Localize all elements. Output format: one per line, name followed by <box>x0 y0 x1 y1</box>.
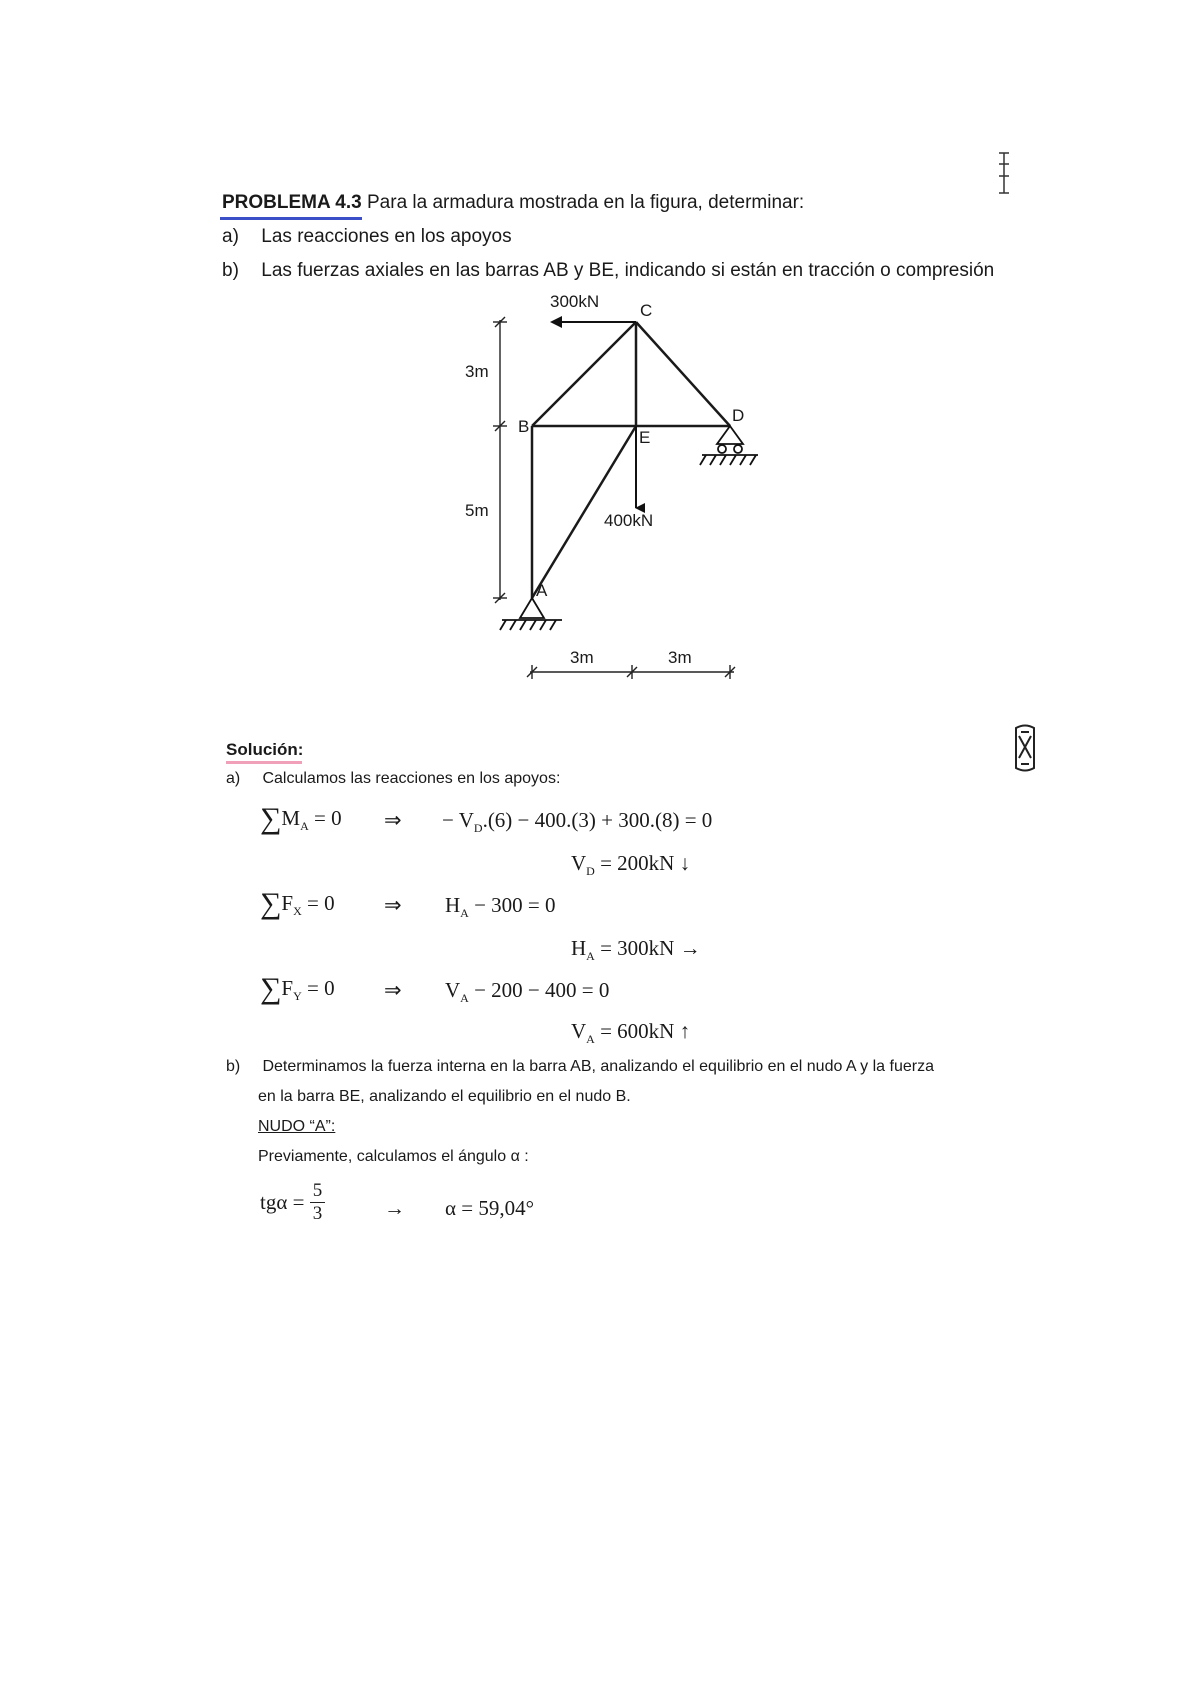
horizontal-dimension <box>527 665 735 679</box>
eq2-lhs: $\sum F_X = 0$ <box>260 887 335 920</box>
item-b <box>222 260 994 282</box>
eq3-lhs: $\sum F_Y = 0$ <box>260 972 335 1005</box>
load-300-label: 300kN <box>550 292 600 311</box>
support-a-icon <box>500 598 562 630</box>
node-label-a: A <box>536 581 548 600</box>
problem-label-underline <box>220 217 362 220</box>
bar-cd <box>636 322 730 426</box>
load-400-label: 400kN <box>604 511 654 530</box>
solution-title: Solución: <box>226 740 304 759</box>
part-a-text: Calculamos las reacciones en los apoyos: <box>262 770 561 787</box>
part-b-line2: en la barra BE, analizando el equilibrio en el nudo B. <box>258 1088 631 1105</box>
eq2-rhs: $H_A - 300 = 0$ <box>445 893 556 921</box>
eq3-rhs: $V_A - 200 - 400 = 0$ <box>445 978 610 1006</box>
seal-icon <box>1012 722 1038 774</box>
tan-arrow: → <box>384 1196 405 1220</box>
item-a-marker: a) <box>222 226 239 247</box>
bar-bc <box>532 322 636 426</box>
alpha-result: α = 59,04° <box>445 1196 534 1220</box>
part-b-marker: b) <box>226 1058 241 1075</box>
truss-members <box>532 322 730 598</box>
node-label-c: C <box>640 301 653 320</box>
dim-bottom-height: 5m <box>465 501 489 520</box>
node-label-d: D <box>732 406 745 425</box>
corner-stamp-top <box>996 150 1012 196</box>
item-a <box>222 226 512 248</box>
truss-figure <box>440 280 780 680</box>
solution-title-underline <box>226 761 302 764</box>
part-b-line1: b) Determinamos la fuerza interna en la barra AB, analizando el equilibrio en el nudo A y la fuerza <box>226 1058 934 1075</box>
problem-text: Para la armadura mostrada en la figura, determinar: <box>367 192 805 213</box>
angle-intro: Previamente, calculamos el ángulo α : <box>258 1148 529 1165</box>
part-a <box>226 770 560 788</box>
tan-equation: tgα = $\frac{5}{3}$ <box>260 1180 325 1225</box>
node-a-heading: NUDO “A”: <box>258 1118 336 1135</box>
eq1-lhs: $\sum M_A = 0$ <box>260 802 342 835</box>
load-300-head <box>550 316 562 328</box>
support-d-icon <box>700 426 758 465</box>
eq1-rhs: − $V_D.(6) - 400.(3) + 300.(8) = 0$ <box>442 808 713 836</box>
eq1-implies: ⇒ <box>384 808 402 832</box>
eq2-implies: ⇒ <box>384 893 402 917</box>
eq3-implies: ⇒ <box>384 978 402 1002</box>
item-b-marker: b) <box>222 260 239 281</box>
dim-right-width: 3m <box>668 648 692 667</box>
tan-fraction: $\frac{5}{3}$ <box>310 1180 326 1225</box>
dim-top-height: 3m <box>465 362 489 381</box>
problem-label: PROBLEMA 4.3 <box>222 192 362 213</box>
item-b-text: Las fuerzas axiales en las barras AB y BE, indicando si están en tracción o compresión <box>261 260 995 281</box>
node-label-e: E <box>639 428 651 447</box>
res1: $V_D = 200kN$ ↓ <box>571 851 691 879</box>
vertical-dimension <box>493 317 507 603</box>
res2: $H_A = 300kN$ → <box>571 936 701 964</box>
part-a-marker: a) <box>226 770 241 787</box>
item-a-text: Las reacciones en los apoyos <box>261 226 512 247</box>
node-label-b: B <box>518 417 530 436</box>
dim-left-width: 3m <box>570 648 594 667</box>
res3: $V_A = 600kN$ ↑ <box>571 1019 691 1047</box>
problem-statement <box>222 192 804 214</box>
